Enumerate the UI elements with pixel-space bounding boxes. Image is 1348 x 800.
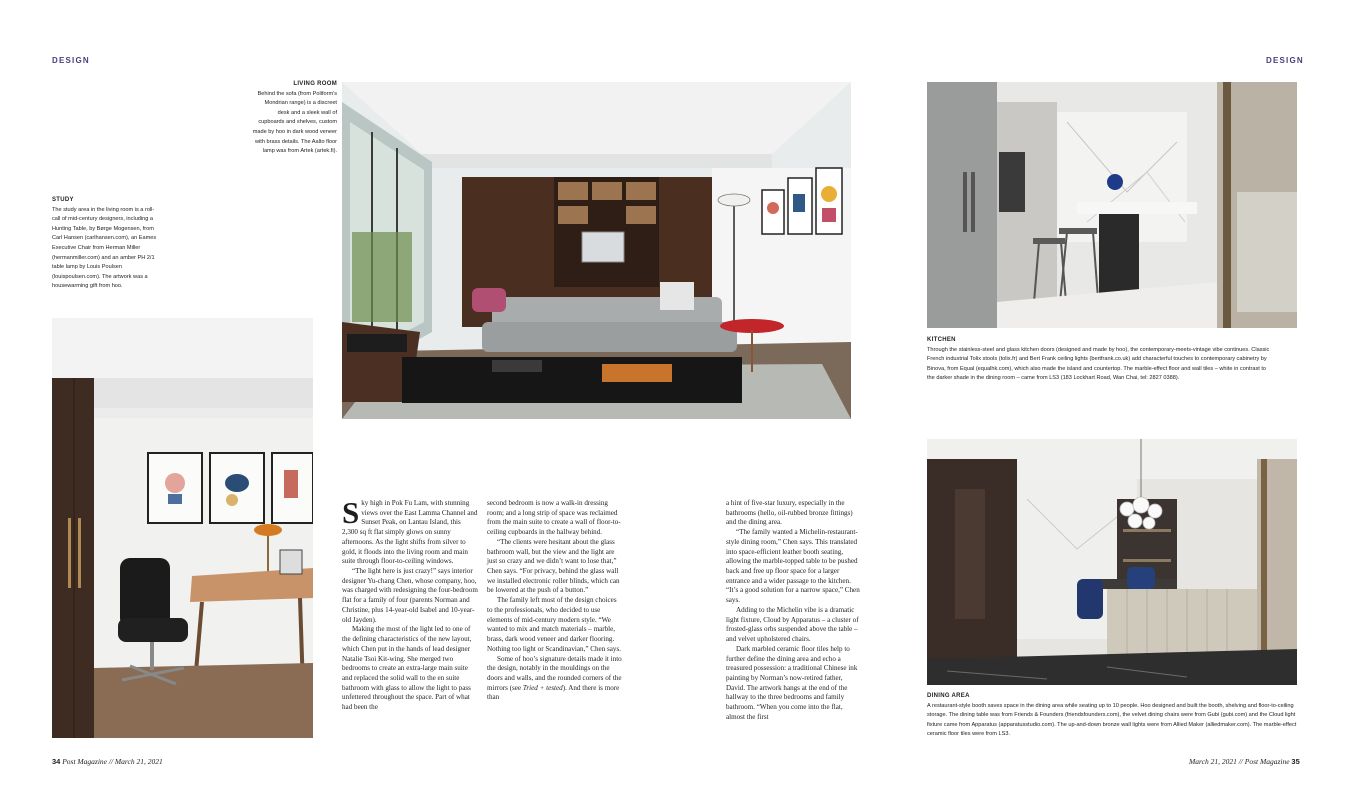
article-paragraph: The family left most of the design choices to the professionals, who decided to use elements of mid-century modern style. “We wanted to mix and match materials – marble, brass, dark wood veneer and darker flooring. Nothing too light or Scandinavian,” Chen says. (487, 596, 621, 653)
dining-caption (927, 692, 1297, 740)
page-number: 35 (1291, 757, 1300, 766)
kitchen-caption (927, 336, 1272, 384)
caption-text: Behind the sofa (from Poliform's Mondrian range) is a discreet desk and a sleek wall of cupboards and shelves, custom made by hoo in dark wood veneer with brass details. The Aalto floor lamp was from Artek (artek.fi). (252, 90, 337, 155)
section-label-right: DESIGN (1266, 56, 1304, 65)
page-number: 34 (52, 757, 61, 766)
living-room-photo (342, 82, 851, 419)
folio-text: March 21, 2021 // Post Magazine (1189, 757, 1290, 766)
article-paragraph: Making the most of the light led to one of the defining characteristics of the new layout, which Chen put in the hands of lead designer Natalie Tsoi Kit-wing. She merged two bedrooms to create an extra-large main suite and replaced the solid wall to the en suite bathroom with glass to allow the light to pass unfettered throughout the space. Part of what had been the (342, 625, 472, 712)
caption-title: STUDY (52, 197, 74, 203)
caption-title: LIVING ROOM (293, 81, 337, 87)
caption-title: DINING AREA (927, 693, 970, 699)
article-column-2 (487, 499, 623, 703)
folio-left (52, 757, 163, 766)
article-paragraph: “The family wanted a Michelin-restaurant-style dining room,” Chen says. This translated into space-efficient leather booth seating, allowing the marble-topped table to be pushed back and free up floor space for a larger entrance and a wider passage to the kitchen. “It’s a good solution for a narrow space,” Chen says. (726, 528, 860, 605)
article-paragraph: a hint of five-star luxury, especially in the bathrooms (hello, oil-rubbed bronze fittings) and the dining area. (726, 499, 853, 527)
caption-title: KITCHEN (927, 337, 956, 343)
article-paragraph: “The light here is just crazy!” says interior designer Yu-chang Chen, whose company, hoo, was charged with redesigning the four-bedroom flat for a family of four (parents Norman and Christine, plus 14-year-old Isabel and 10-year-old Jayden). (342, 567, 478, 624)
section-label-left: DESIGN (52, 56, 90, 65)
article-paragraph: Dark marbled ceramic floor tiles help to further define the dining area and echo a treasured possession: a traditional Chinese ink painting by Norman’s now-retired father, David. The artwork hangs at the end of the hallway to the three bedrooms and family bathroom. “When you come into the flat, almost the first (726, 644, 858, 721)
article-paragraph: “The clients were hesitant about the glass bathroom wall, but the view and the light are just so crazy and we didn’t want to lose that,” Chen says. “For privacy, behind the glass wall we installed electronic roller blinds, which can be lowered at the push of a button.” (487, 537, 620, 595)
drop-cap: S (342, 495, 360, 530)
folio-right (1189, 757, 1300, 766)
article-paragraph: Some of hoo’s signature details made it into the design, notably in the mouldings on the doors and walls, and the rounded corners of the mirrors (see Tried + tested). And there is more than (487, 654, 622, 702)
dining-photo (927, 439, 1297, 685)
caption-text: A restaurant-style booth saves space in the dining area while seating up to 10 people. Hoo designed and built the booth, shelving and floor-to-ceiling storage. The dining table was from Friends & Founders (friendsfounders.com), the velvet dining chairs were from Gubi (gubi.com) and the Cloud light fixture came from Apparatus (apparatusstudio.com). The up-and-down bronze wall lights were from Allied Maker (alliedmaker.com). The marble-effect ceramic floor tiles were from LS3. (927, 702, 1297, 738)
article-paragraph: Adding to the Michelin vibe is a dramatic light fixture, Cloud by Apparatus – a cluster of frosted-glass orbs suspended above the table – and velvet upholstered chairs. (726, 605, 859, 644)
living-room-caption (252, 80, 337, 157)
caption-text: Through the stainless-steel and glass kitchen doors (designed and made by hoo), the contemporary-meets-vintage vibe continues. Classic French industrial Tolix stools (tolix.fr) and Bert Frank ceiling lights (bertfrank.co.uk) add characterful touches to contemporary cabinetry by Binova, from Equal (equalhk.com), which also made the island and countertop. The marble-effect floor and wall tiles – white in contrast to the darker shade in the dining room – came from LS3 (183 Lockhart Road, Wan Chai, tel: 2827 0388). (927, 346, 1270, 382)
article-column-3 (726, 499, 863, 723)
kitchen-photo (927, 82, 1297, 328)
caption-text: The study area in the living room is a roll-call of mid-century designers, including a Hunting Table, by Børge Mogensen, from Carl Hansen (carlhansen.com), an Eames Executive Chair from Herman Miller (hermanmiller.com) and an amber PH 2/1 table lamp by Louis Poulsen (louispoulsen.com). The artwork was a housewarming gift from hoo. (52, 206, 157, 290)
study-photo (52, 318, 313, 738)
article-paragraph: ky high in Pok Fu Lam, with stunning views over the East Lamma Channel and Sunset Peak, on Lantau Island, this 2,300 sq ft flat simply glows on sunny afternoons. As the light shifts from silver to gold, it floods into the living room and main suite through floor-to-ceiling windows. (342, 499, 478, 566)
folio-text: Post Magazine // March 21, 2021 (62, 757, 163, 766)
article-column-1 (342, 495, 478, 713)
article-paragraph: second bedroom is now a walk-in dressing room; and a long strip of space was reclaimed from the main suite to create a wall of floor-to-ceiling cupboards in the hallway behind. (487, 499, 621, 537)
study-caption (52, 196, 158, 292)
